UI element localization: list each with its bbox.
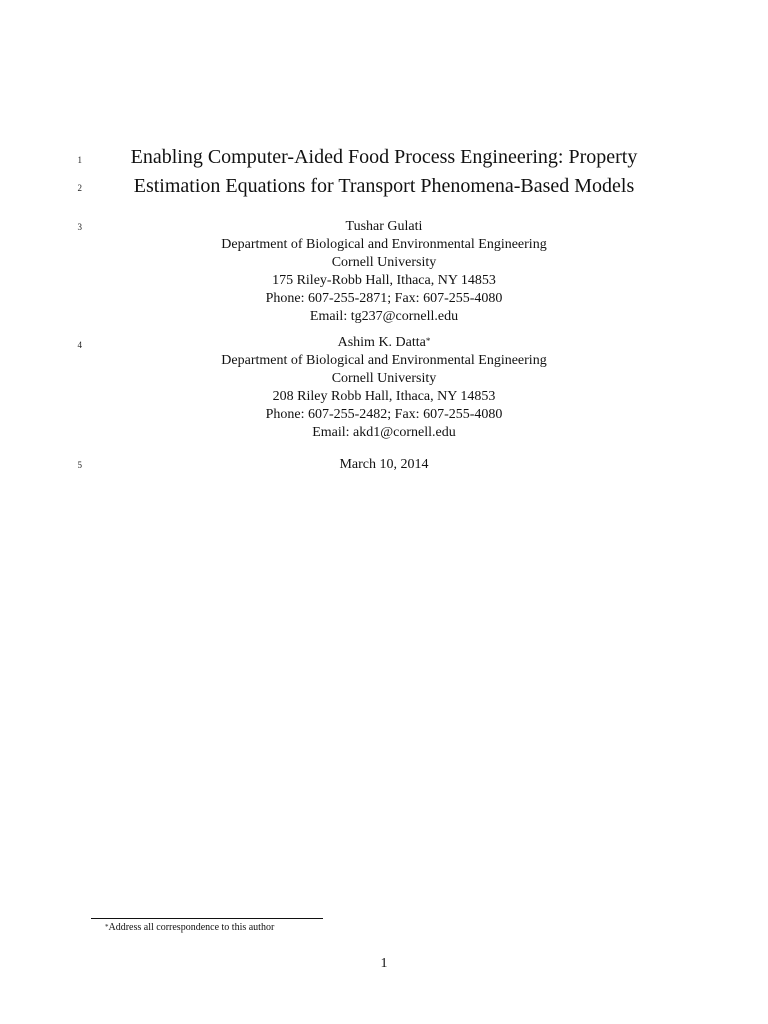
footnote-text: Address all correspondence to this author [108,922,275,933]
footnote-rule [91,918,323,919]
corresponding-author-marker: * [425,336,431,346]
title-line-1: Enabling Computer-Aided Food Process Engineering: Property [130,146,638,168]
author-address: 175 Riley-Robb Hall, Ithaca, NY 14853 [272,273,496,288]
author-university: Cornell University [331,255,437,270]
line-number-3: 3 [77,222,82,232]
author-name: Tushar Gulati [345,219,423,234]
author-department: Department of Biological and Environmental Engineering [221,237,547,252]
title-line-2: Estimation Equations for Transport Phenomena-Based Models [133,175,635,197]
author-phone: Phone: 607-255-2871; Fax: 607-255-4080 [265,291,503,306]
author-address: 208 Riley Robb Hall, Ithaca, NY 14853 [272,389,496,404]
date [0,456,768,474]
page-number: 1 [380,956,388,971]
author-name-line [0,334,768,352]
author-email: Email: tg237@cornell.edu [309,309,459,324]
date-text: March 10, 2014 [339,457,429,472]
author-name: Ashim K. Datta [337,335,426,350]
author-university: Cornell University [331,371,437,386]
line-number-2: 2 [77,183,82,193]
author-department: Department of Biological and Environmental Engineering [221,353,547,368]
author-email: Email: akd1@cornell.edu [312,425,456,440]
author-block-1 [0,218,768,326]
line-number-4: 4 [77,340,82,350]
footnote [105,922,274,934]
author-phone: Phone: 607-255-2482; Fax: 607-255-4080 [265,407,503,422]
footnote-marker: * [105,923,109,931]
line-number-5: 5 [77,460,82,470]
author-block-2 [0,334,768,442]
line-number-1: 1 [77,155,82,165]
